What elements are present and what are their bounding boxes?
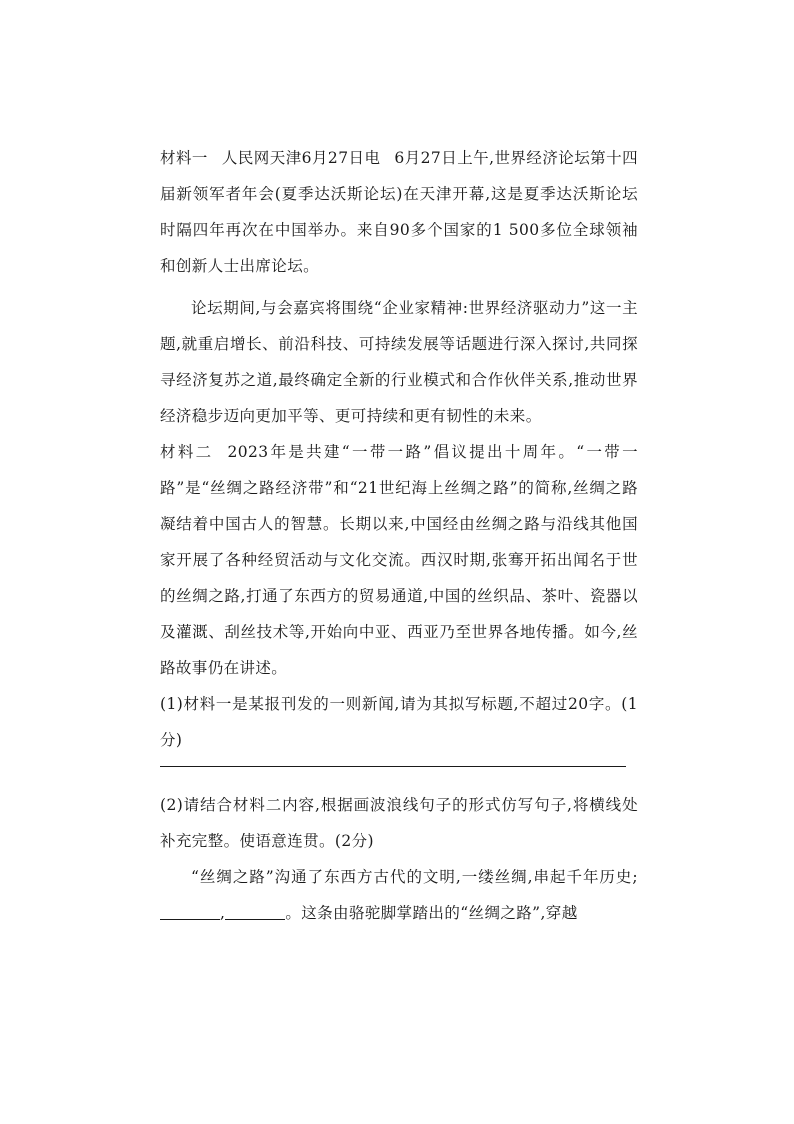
- material1-paragraph-2: 论坛期间,与会嘉宾将围绕“企业家精神:世界经济驱动力”这一主题,就重启增长、前沿科技、可持续发展等话题进行深入探讨,共同探寻经济复苏之道,最终确定全新的行业模式和合作伙伴关系,推动世界经济稳步迈向更加平等、更可持续和更有韧性的未来。: [160, 299, 638, 425]
- material2-paragraph: [160, 434, 638, 686]
- blank-separator: ,: [220, 904, 226, 922]
- material1-dateline: 人民网天津6月27日电: [221, 149, 381, 167]
- answer-blank-2[interactable]: [225, 901, 285, 920]
- question2-passage: [160, 859, 638, 931]
- exam-page: [160, 140, 638, 931]
- material2-label: 材料二: [160, 443, 214, 461]
- passage-start: “丝绸之路”沟通了东西方古代的文明,一缕丝绸,串起千年历史;: [191, 868, 638, 886]
- question2-prompt: (2)请结合材料二内容,根据画波浪线句子的形式仿写句子,将横线处补充完整。使语意连贯。(2分): [160, 796, 638, 850]
- question1-answer-line[interactable]: [160, 766, 626, 769]
- material1-paragraph: [160, 140, 638, 284]
- material1-text: 6月27日上午,世界经济论坛第十四届新领军者年会(夏季达沃斯论坛)在天津开幕,这是夏季达沃斯论坛时隔四年再次在中国举办。来自90多个国家的1 500多位全球领袖和创新人士出席论坛。: [160, 149, 638, 275]
- material2-text: 2023年是共建“一带一路”倡议提出十周年。“一带一路”是“丝绸之路经济带”和“21世纪海上丝绸之路”的简称,丝绸之路凝结着中国古人的智慧。长期以来,中国经由丝绸之路与沿线其他国家开展了各种经贸活动与文化交流。西汉时期,张骞开拓出闻名于世的丝绸之路,打通了东西方的贸易通道,中国的丝织品、茶叶、瓷器以及灌溉、刮丝技术等,开始向中亚、西亚乃至世界各地传播。如今,丝路故事仍在讲述。: [160, 443, 638, 677]
- material1-label: 材料一: [160, 149, 208, 167]
- passage-end: 。这条由骆驼脚掌踏出的“丝绸之路”,穿越: [285, 904, 578, 922]
- answer-blank-1[interactable]: [160, 901, 220, 920]
- question1-prompt: (1)材料一是某报刊发的一则新闻,请为其拟写标题,不超过20字。(1分): [160, 695, 638, 749]
